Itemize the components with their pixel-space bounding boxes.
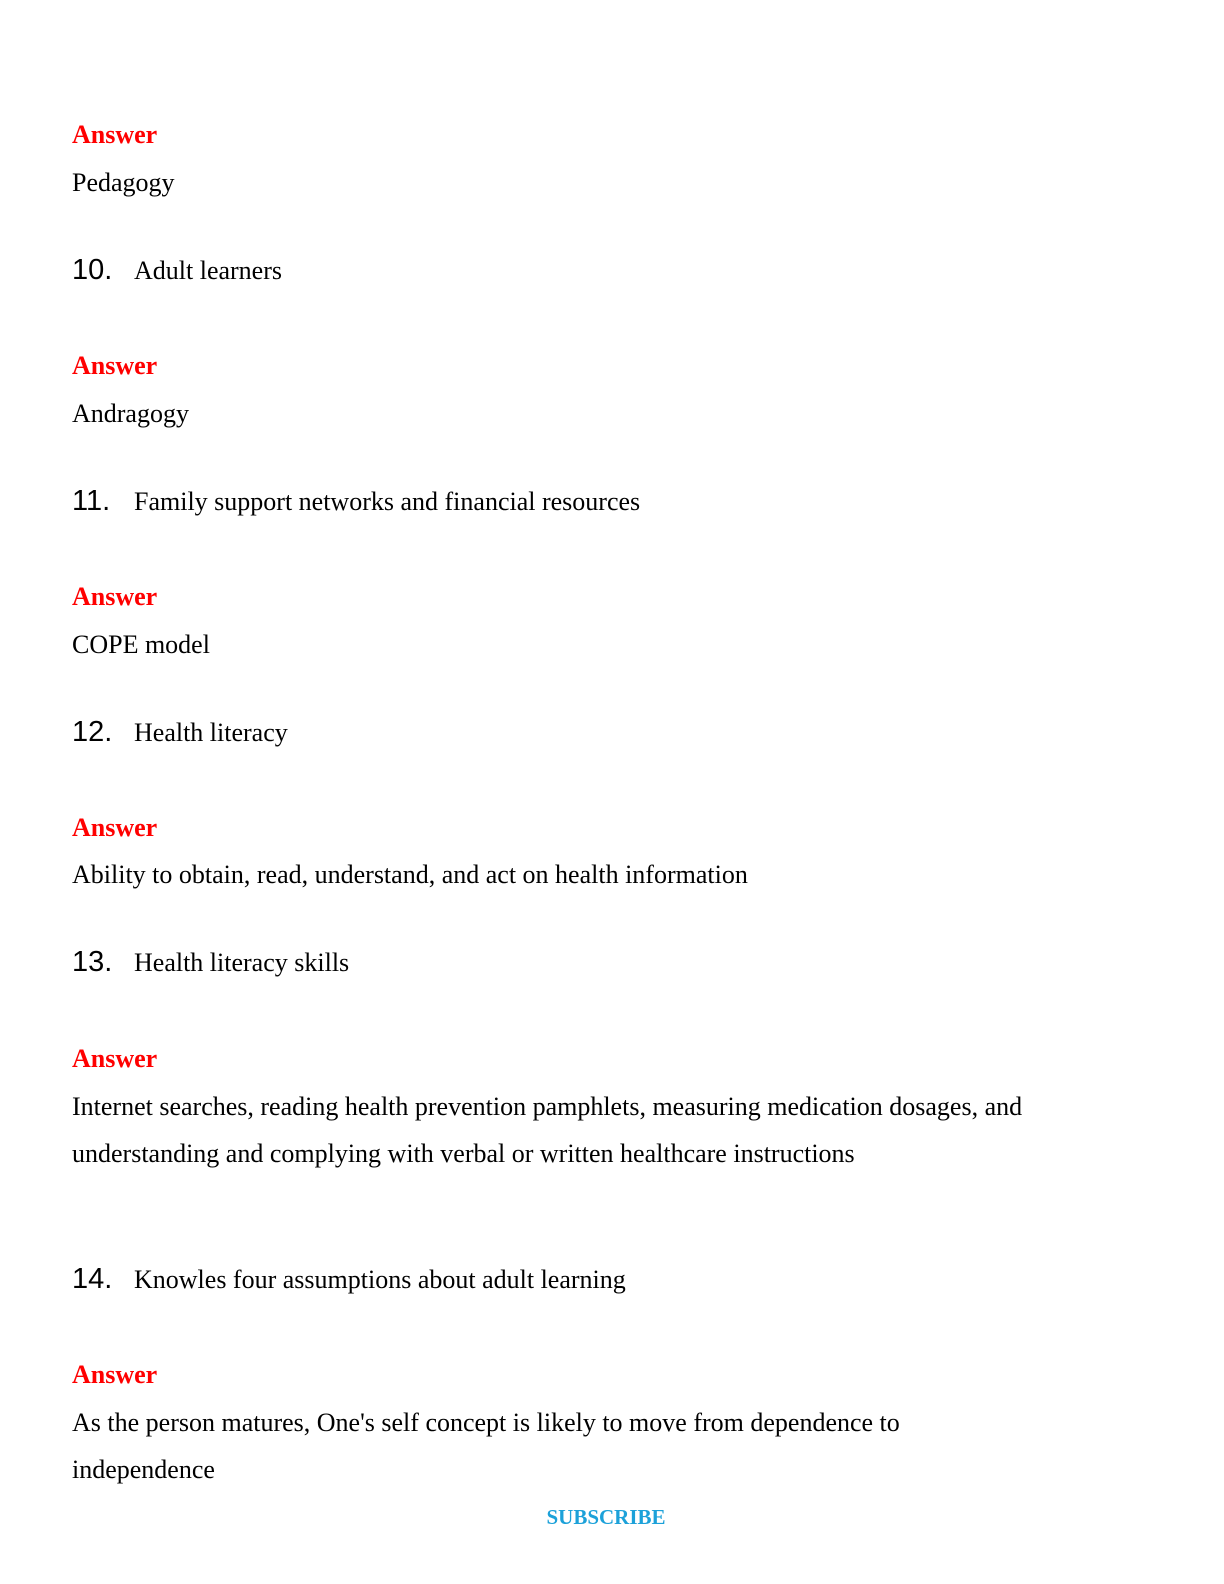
answer-label: Answer bbox=[72, 120, 158, 149]
question-text: Knowles four assumptions about adult learning bbox=[134, 1265, 626, 1294]
answer-text: Ability to obtain, read, understand, and act on health information bbox=[72, 860, 748, 889]
answer-label: Answer bbox=[72, 1360, 158, 1389]
question-number: 13. bbox=[72, 946, 113, 978]
answer-label: Answer bbox=[72, 1044, 158, 1073]
question-text: Family support networks and financial resources bbox=[134, 487, 641, 516]
answer-text: Andragogy bbox=[72, 399, 189, 428]
question-11 bbox=[72, 485, 640, 517]
question-number: 10. bbox=[72, 254, 113, 286]
question-number: 11. bbox=[72, 485, 111, 517]
answer-text: Internet searches, reading health prevention pamphlets, measuring medication dosages, and understanding and complying with verbal or written healthcare instructions bbox=[72, 1092, 1023, 1168]
question-text: Adult learners bbox=[134, 256, 283, 285]
question-14 bbox=[72, 1263, 626, 1295]
question-number: 12. bbox=[72, 716, 113, 748]
answer-label: Answer bbox=[72, 813, 158, 842]
question-text: Health literacy bbox=[134, 718, 288, 747]
answer-label: Answer bbox=[72, 582, 158, 611]
question-13 bbox=[72, 946, 349, 978]
question-12 bbox=[72, 716, 288, 748]
answer-text: Pedagogy bbox=[72, 168, 175, 197]
answer-text: COPE model bbox=[72, 630, 210, 659]
subscribe-link[interactable]: SUBSCRIBE bbox=[546, 1505, 666, 1529]
question-number: 14. bbox=[72, 1263, 113, 1295]
answer-text: As the person matures, One's self concept is likely to move from dependence to independence bbox=[72, 1408, 900, 1484]
question-10 bbox=[72, 254, 282, 286]
question-text: Health literacy skills bbox=[134, 948, 350, 977]
answer-label: Answer bbox=[72, 351, 158, 380]
